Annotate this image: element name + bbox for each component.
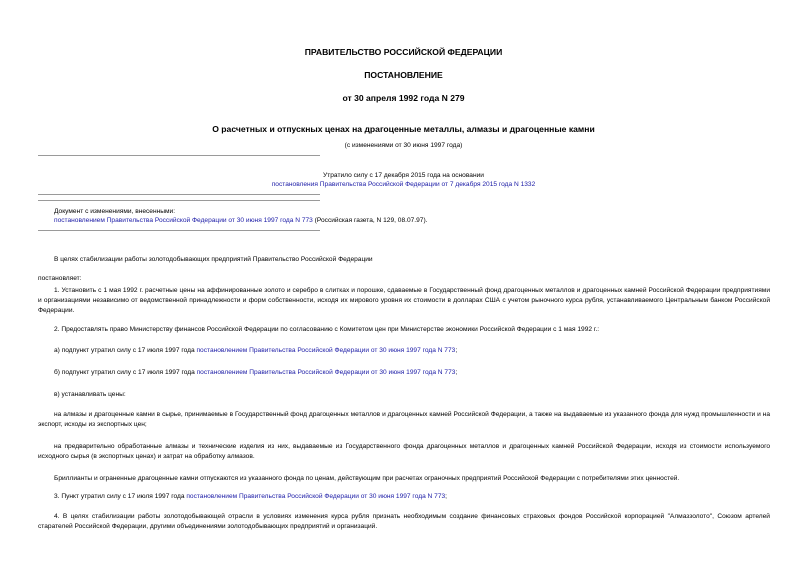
government-heading: ПРАВИТЕЛЬСТВО РОССИЙСКОЙ ФЕДЕРАЦИИ bbox=[304, 47, 503, 57]
amendments-note: (с изменениями от 30 июня 1997 года) bbox=[344, 142, 463, 149]
changes-line bbox=[54, 216, 427, 226]
subparagraph-v: в) устанавливать цены: bbox=[54, 391, 126, 398]
paragraph-2: 2. Предоставлять право Министерству финансов Российской Федерации по согласованию с Комитетом цен при Министерстве экономики Российской Федерации с 1 мая 1992 г.: bbox=[54, 326, 600, 333]
subparagraph-b-link[interactable]: постановлением Правительства Российской Федерации от 30 июня 1997 года N 773 bbox=[196, 369, 456, 376]
changes-link[interactable]: постановлением Правительства Российской Федерации от 30 июня 1997 года N 773 bbox=[54, 217, 313, 224]
preamble: В целях стабилизации работы золотодобывающих предприятий Правительство Российской Федерации bbox=[54, 256, 373, 263]
paragraph-1: 1. Установить с 1 мая 1992 г. расчетные цены на аффинированные золото и серебро в слитках и порошке, сдаваемые в Государственный фонд драгоценных металлов и драгоценных камней Российской Федерации предприятиями и организациями независимо от ведомственной принадлежности и форм собственности, исходя их мирового уровня их стоимости в долларах США с учетом рыночного курса рубля, устанавливаемого Центральным банком Российской Федерации. bbox=[38, 287, 770, 314]
document-title: О расчетных и отпускных ценах на драгоценные металлы, алмазы и драгоценные камни bbox=[212, 124, 595, 134]
expired-status: Утратило силу с 17 декабря 2015 года на основании bbox=[323, 172, 484, 179]
separator-rule bbox=[38, 230, 320, 231]
subparagraph-v-1: на алмазы и драгоценные камни в сырье, принимаемые в Государственный фонд драгоценных металлов и драгоценных камней Российской Федерации, а также на выдаваемые из указанного фонда для нужд промышленности и на экспорт, исходы из экспортных цен; bbox=[38, 411, 770, 428]
paragraph-3-link[interactable]: постановлением Правительства Российской Федерации от 30 июня 1997 года N 773 bbox=[186, 493, 446, 500]
separator-rule bbox=[38, 194, 320, 195]
paragraph-4: 4. В целях стабилизации работы золотодобывающей отрасли в условиях изменения курса рубля признать необходимым создание финансовых страховых фондов Российской корпорацией "Алмаззолото", Союзом артелей старателей Российской Федерации, другими объединениями золотодобывающих предприятий и организаций. bbox=[38, 513, 770, 530]
date-number-heading: от 30 апреля 1992 года N 279 bbox=[342, 93, 465, 103]
separator-rule bbox=[38, 155, 320, 156]
subparagraph-b: б) подпункт утратил силу с 17 июля 1997 года постановлением Правительства Российской Федерации от 30 июня 1997 года N 773; bbox=[54, 369, 458, 376]
subparagraph-a: а) подпункт утратил силу с 17 июля 1997 года постановлением Правительства Российской Федерации от 30 июня 1997 года N 773; bbox=[54, 347, 458, 354]
expired-link[interactable]: постановления Правительства Российской Федерации от 7 декабря 2015 года N 1332 bbox=[271, 181, 536, 188]
paragraph-3: 3. Пункт утратил силу с 17 июля 1997 года постановлением Правительства Российской Федерации от 30 июня 1997 года N 773; bbox=[54, 493, 448, 500]
subparagraph-a-link[interactable]: постановлением Правительства Российской Федерации от 30 июня 1997 года N 773 bbox=[196, 347, 456, 354]
doc-type-heading: ПОСТАНОВЛЕНИЕ bbox=[364, 70, 443, 80]
changes-label: Документ с изменениями, внесенными: bbox=[54, 208, 176, 215]
decrees: постановляет: bbox=[38, 275, 82, 282]
subparagraph-v-2: на предварительно обработанные алмазы и технические изделия из них, выдаваемые из Государственного фонда драгоценных металлов и драгоценных камней Российской Федерации, исходя из стоимости используемого исходного сырья (в экспортных ценах) и затрат на обработку алмазов. bbox=[38, 443, 770, 460]
changes-source: (Российская газета, N 129, 08.07.97). bbox=[312, 217, 428, 224]
separator-rule bbox=[38, 200, 320, 201]
paragraph-2-end: Бриллианты и ограненные драгоценные камни отпускаются из указанного фонда по ценам, действующим при расчетах ограночных предприятий Российской Федерации с потребителями этих ценностей. bbox=[54, 475, 680, 482]
